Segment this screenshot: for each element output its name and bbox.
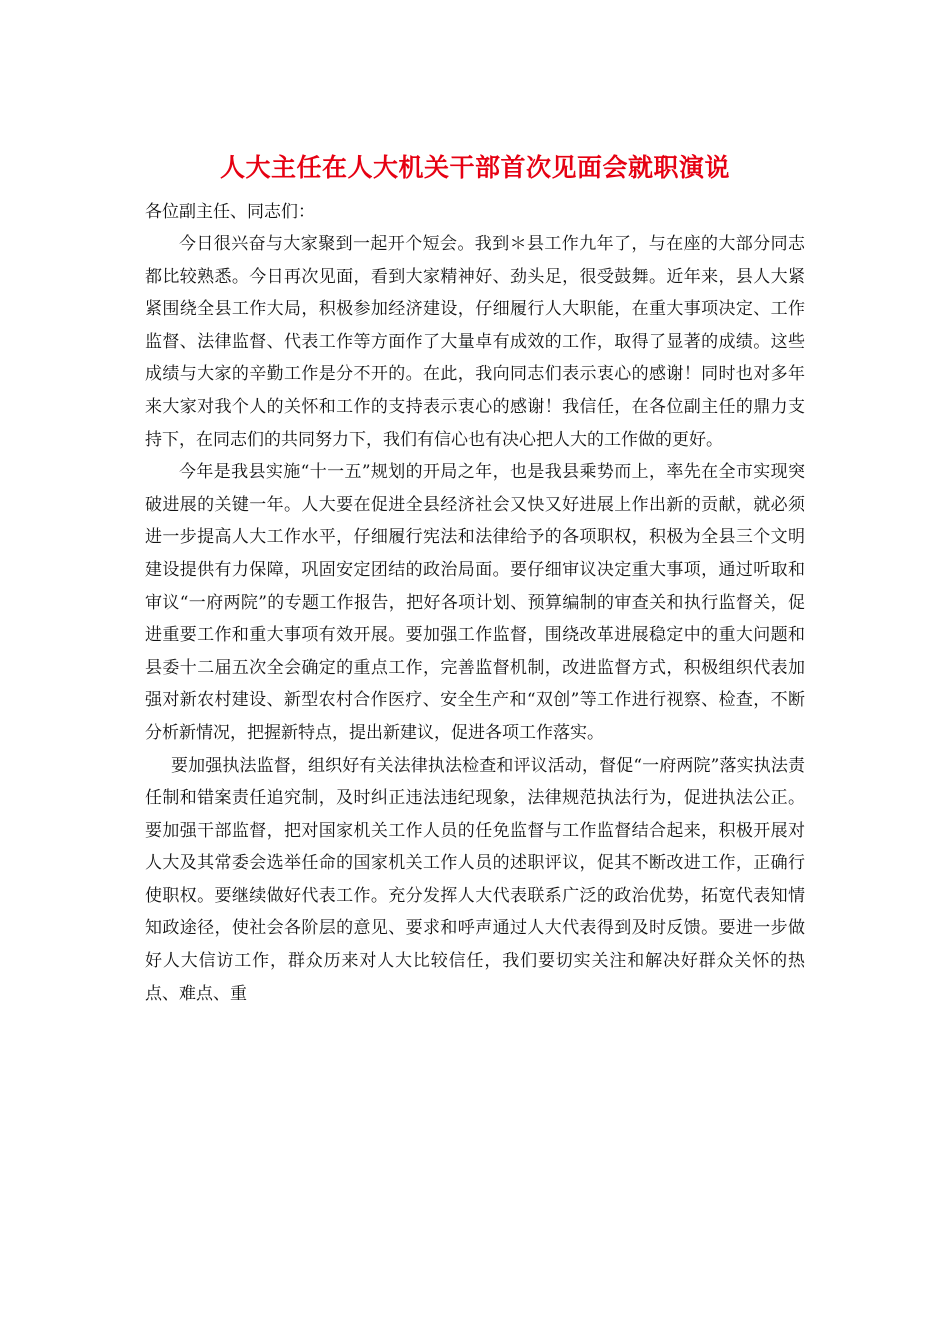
paragraph-2: 今年是我县实施“十一五”规划的开局之年，也是我县乘势而上，率先在全市实现突破进展的关键一年。人大要在促进全县经济社会又快又好进展上作出新的贡献，就必须进一步提高人大工作水平，仔细履行宪法和法律给予的各项职权，积极为全县三个文明建设提供有力保障，巩固安定团结的政治局面。要仔细审议决定重大事项，通过听取和审议“一府两院”的专题工作报告，把好各项计划、预算编制的审查关和执行监督关，促进重要工作和重大事项有效开展。要加强工作监督，围绕改革进展稳定中的重大问题和县委十二届五次全会确定的重点工作，完善监督机制，改进监督方式，积极组织代表加强对新农村建设、新型农村合作医疗、安全生产和“双创”等工作进行视察、检查，不断分析新情况，把握新特点，提出新建议，促进各项工作落实。	[145, 462, 805, 743]
salutation: 各位副主任、同志们：	[145, 202, 315, 222]
document-body	[145, 196, 805, 1010]
paragraph-3: 要加强执法监督，组织好有关法律执法检查和评议活动，督促“一府两院”落实执法责任制和错案责任追究制，及时纠正违法违纪现象，法律规范执法行为，促进执法公正。要加强干部监督，把对国家机关工作人员的任免监督与工作监督结合起来，积极开展对人大及其常委会选举任命的国家机关工作人员的述职评议，促其不断改进工作，正确行使职权。要继续做好代表工作。充分发挥人大代表联系广泛的政治优势，拓宽代表知情知政途径，使社会各阶层的意见、要求和呼声通过人大代表得到及时反馈。要进一步做好人大信访工作，群众历来对人大比较信任，我们要切实关注和解决好群众关怀的热点、难点、重	[145, 755, 805, 1004]
document-title: 人大主任在人大机关干部首次见面会就职演说	[219, 153, 730, 182]
paragraph-1: 今日很兴奋与大家聚到一起开个短会。我到＊县工作九年了，与在座的大部分同志都比较熟悉。今日再次见面，看到大家精神好、劲头足，很受鼓舞。近年来，县人大紧紧围绕全县工作大局，积极参加经济建设，仔细履行人大职能，在重大事项决定、工作监督、法律监督、代表工作等方面作了大量卓有成效的工作，取得了显著的成绩。这些成绩与大家的辛勤工作是分不开的。在此，我向同志们表示衷心的感谢！同时也对多年来大家对我个人的关怀和工作的支持表示衷心的感谢！我信任，在各位副主任的鼎力支持下，在同志们的共同努力下，我们有信心也有决心把人大的工作做的更好。	[145, 234, 805, 450]
